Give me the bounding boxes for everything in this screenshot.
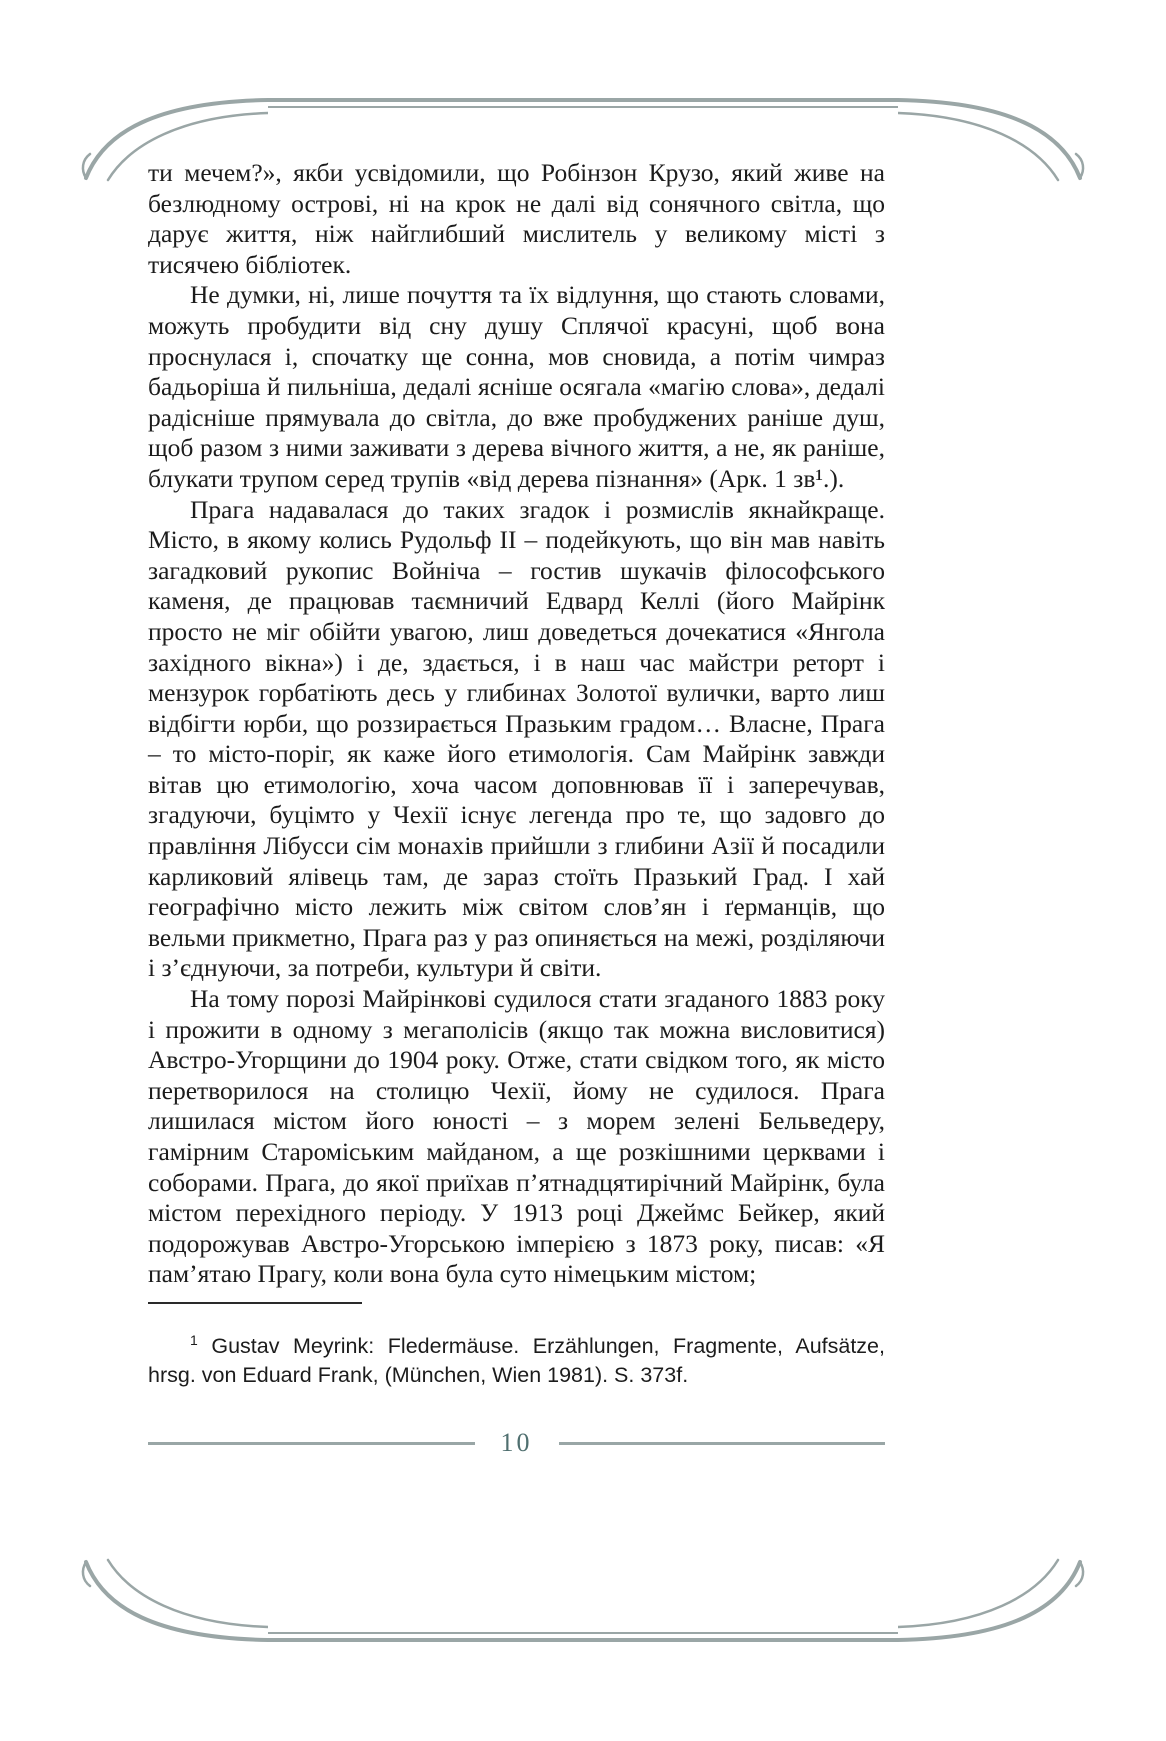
footnote-marker: 1 (190, 1331, 198, 1348)
corner-flourish-top-right-icon (898, 92, 1088, 184)
frame-double-rule-bottom (268, 1632, 898, 1642)
frame-double-rule-top (268, 98, 898, 108)
corner-flourish-bottom-left-icon (78, 1556, 268, 1648)
footer-rule-right (559, 1442, 886, 1445)
footnote-text (148, 1332, 885, 1390)
page-text (148, 158, 885, 1290)
page-frame-bottom (78, 1556, 1088, 1648)
page-footer (148, 1428, 885, 1458)
footnote (148, 1332, 885, 1390)
footer-rule-left (148, 1442, 475, 1445)
paragraph-2: Не думки, ні, лише почуття та їх відлуння, що стають словами, можуть пробудити від сну душу Сплячої красуні, щоб вона проснулася і, спочатку ще сонна, мов сновида, а потім чимраз бадьоріша й пильніша, дедалі ясніше осягала «магію слова», дедалі радісніше прямувала до світла, до вже пробуджених раніше душ, щоб разом з ними заживати з дерева вічного життя, а не, як раніше, блукати трупом серед трупів «від дерева пізнання» (Арк. 1 зв¹.). (148, 280, 885, 493)
paragraph-3: Прага надавалася до таких згадок і розмислів якнайкраще. Місто, в якому колись Рудольф II – подейкують, що він мав навіть загадковий рукопис Войніча – гостив шукачів філософського каменя, де працював таємничий Едвард Келлі (його Майрінк просто не міг обійти увагою, лиш доведеться дочекатися «Янгола західного вікна») і де, здається, і в наш час майстри реторт і мензурок горбатіють десь у глибинах Золотої вулички, варто лиш відбігти юрби, що роззирається Празьким градом… Власне, Прага – то місто-поріг, як каже його етимологія. Сам Майрінк завжди вітав цю етимологію, хоча часом доповнював її і заперечував, згадуючи, буцімто у Чехії існує легенда про те, що задовго до правління Лібусси сім монахів прийшли з глибини Азії й посадили карликовий ялівець там, де зараз стоїть Празький Град. І хай географічно місто лежить між світом слов’ян і ґерманців, що вельми прикметно, Прага раз у раз опиняється на межі, розділяючи і з’єднуючи, за потреби, культури й світи. (148, 494, 885, 983)
page-number: 10 (500, 1428, 533, 1457)
footnote-separator (148, 1302, 362, 1304)
paragraph-1: ти мечем?», якби усвідомили, що Робінзон Крузо, який живе на безлюдному острові, ні на крок не далі від сонячного світла, що дарує життя, ніж найглибший мислитель у великому місті з тисячею бібліотек. (148, 158, 885, 279)
corner-flourish-bottom-right-icon (898, 1556, 1088, 1648)
paragraph-4: На тому порозі Майрінкові судилося стати згаданого 1883 року і прожити в одному з мегаполісів (якщо так можна висловитися) Австро-Угорщини до 1904 року. Отже, стати свідком того, як місто перетворилося на столицю Чехії, йому не судилося. Прага лишилася містом його юності – з морем зелені Бельведеру, гамірним Староміським майданом, а ще розкішними церквами і соборами. Прага, до якої приїхав п’ятнадцятирічний Майрінк, була містом перехідного періоду. У 1913 році Джеймс Бейкер, який подорожував Австро-Угорською імперією з 1873 року, писав: «Я пам’ятаю Прагу, коли вона була суто німецьким містом; (148, 984, 885, 1289)
footnote-body: Gustav Meyrink: Fledermäuse. Erzählungen, Fragmente, Aufsätze, hrsg. von Eduard Frank, (München, Wien 1981). S. 373f. (148, 1334, 885, 1387)
